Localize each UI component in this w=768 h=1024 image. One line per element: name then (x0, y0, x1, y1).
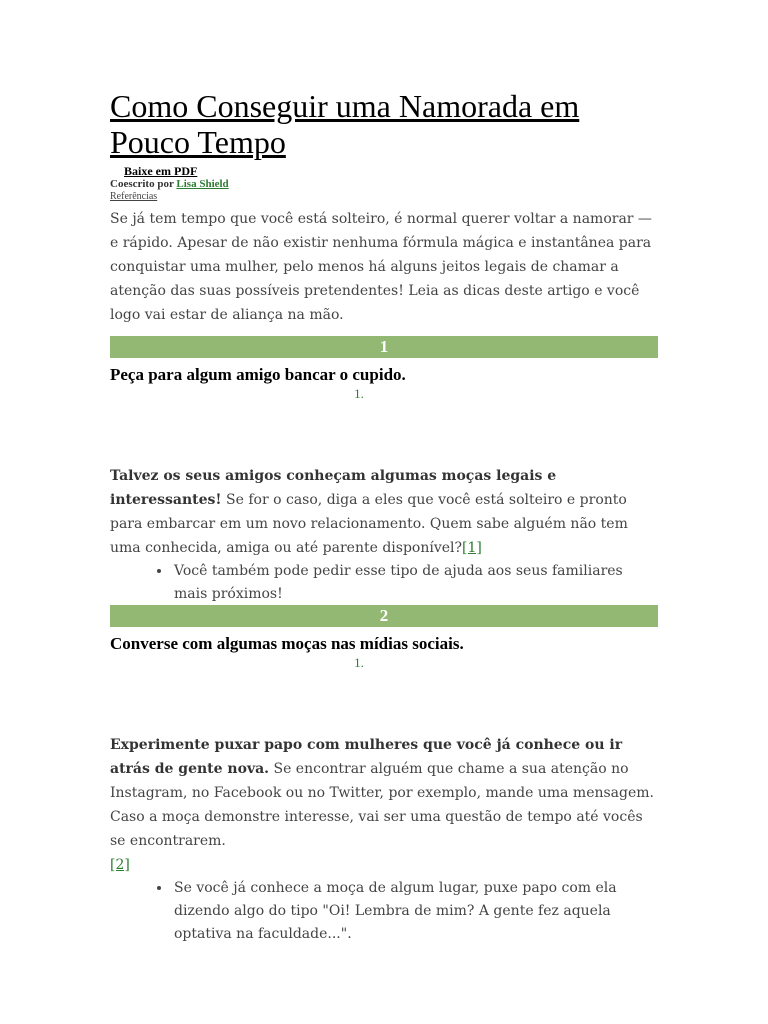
coauthor-line (110, 178, 658, 191)
step-number-bar-1: 1 (110, 336, 658, 358)
article-content (110, 88, 658, 946)
bullet-item: • Você também pode pedir esse tipo de ajuda aos seus familiares mais próximos! (172, 560, 658, 606)
coauthor-prefix: Coescrito por (110, 178, 174, 190)
substep-number-1: 1. (354, 386, 364, 401)
step-image-placeholder-2 (110, 671, 658, 733)
step-heading-2: Converse com algumas moças nas mídias sociais. (110, 634, 464, 653)
step-bold-text-1: Talvez os seus amigos conheçam algumas moças legais e interessantes! (110, 468, 557, 508)
substep-number-2: 1. (354, 655, 364, 670)
bullet-item: • Se você já conhece a moça de algum lugar, puxe papo com ela dizendo algo do tipo "Oi! Lembra de mim? A gente fez aquela optativa na faculdade...". (172, 877, 658, 946)
step-bullets-1 (110, 560, 658, 606)
citation-link-2[interactable]: [2] (110, 857, 130, 873)
intro-paragraph: Se já tem tempo que você está solteiro, é normal querer voltar a namorar — e rápido. Apesar de não existir nenhuma fórmula mágica e instantânea para conquistar uma mulher, pelo menos há alguns jeitos legais de chamar a atenção das suas possíveis pretendentes! Leia as dicas deste artigo e você logo vai estar de aliança na mão. (110, 211, 652, 323)
step-number-bar-2: 2 (110, 605, 658, 627)
references-link[interactable]: Referências (110, 191, 158, 202)
step-body-text-1: Se for o caso, diga a eles que você está solteiro e pronto para embarcar em um novo relacionamento. Quem sabe alguém não tem uma conhecida, amiga ou até parente disponível? (110, 492, 628, 556)
author-link[interactable]: Lisa Shield (176, 178, 229, 190)
article-title: Como Conseguir uma Namorada em Pouco Tempo (110, 88, 580, 160)
step-bullets-2 (110, 877, 658, 946)
step-bold-text-2: Experimente puxar papo com mulheres que você já conhece ou ir atrás de gente nova. (110, 737, 623, 777)
step-paragraph-2 (110, 733, 658, 877)
step-image-placeholder-1 (110, 402, 658, 464)
citation-link-1[interactable]: [1] (462, 540, 482, 556)
step-heading-1: Peça para algum amigo bancar o cupido. (110, 365, 406, 384)
step-body-text-2: Se encontrar alguém que chame a sua atenção no Instagram, no Facebook ou no Twitter, por exemplo, mande uma mensagem. Caso a moça demonstre interesse, vai ser uma questão de tempo até vocês se encontrarem. (110, 761, 654, 849)
step-paragraph-1 (110, 464, 658, 560)
download-pdf-link[interactable]: Baixe em PDF (124, 164, 198, 178)
